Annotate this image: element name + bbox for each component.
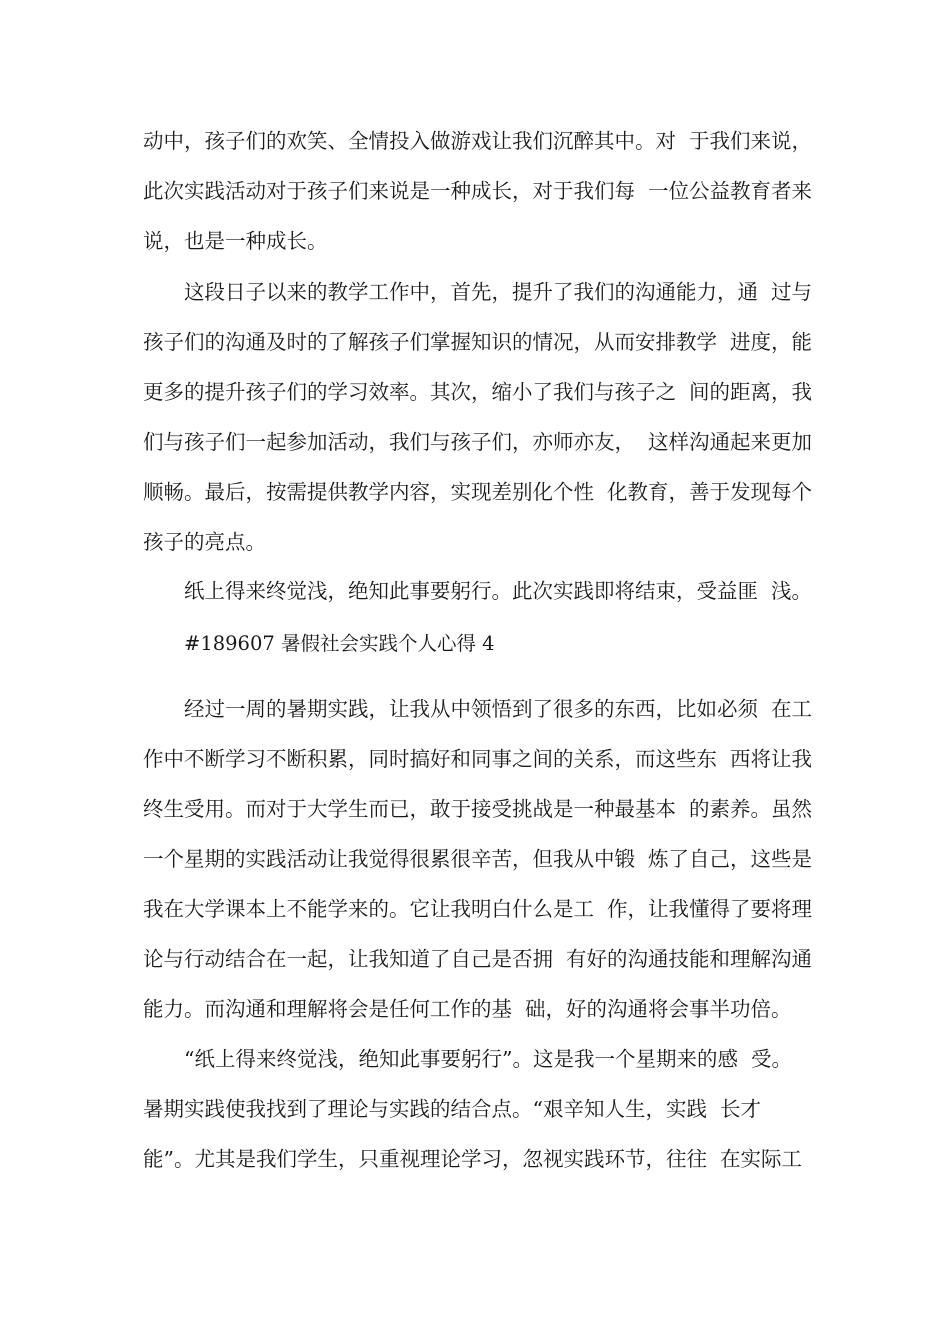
text-line: 论与行动结合在一起，让我知道了自己是否拥 有好的沟通技能和理解沟通: [143, 947, 813, 971]
text-line: 一个星期的实践活动让我觉得很累很辛苦，但我从中锻 炼了自己，这些是: [143, 847, 813, 871]
text-line: 暑期实践使我找到了理论与实践的结合点。“艰辛知人生，实践 长才: [143, 1097, 762, 1121]
text-line: 终生受用。而对于大学生而已，敢于接受挑战是一种最基本 的素养。虽然: [143, 797, 813, 821]
text-line: 纸上得来终觉浅，绝知此事要躬行。此次实践即将结束，受益匪 浅。: [184, 579, 813, 603]
section-heading: #189607 暑假社会实践个人心得 4: [184, 632, 495, 655]
text-line: 经过一周的暑期实践，让我从中领悟到了很多的东西，比如必须 在工: [184, 697, 813, 721]
text-line: 动中，孩子们的欢笑、全情投入做游戏让我们沉醉其中。对 于我们来说，: [143, 129, 813, 153]
text-line: 作中不断学习不断积累，同时搞好和同事之间的关系，而这些东 西将让我: [143, 747, 813, 771]
text-line: 更多的提升孩子们的学习效率。其次，缩小了我们与孩子之 间的距离，我: [143, 380, 813, 404]
text-line: 们与孩子们一起参加活动，我们与孩子们，亦师亦友， 这样沟通起来更加: [143, 430, 813, 454]
text-line: 这段日子以来的教学工作中，首先，提升了我们的沟通能力，通 过与: [184, 280, 813, 304]
text-line: 孩子的亮点。: [143, 530, 266, 554]
text-line: 能”。尤其是我们学生，只重视理论学习，忽视实践环节，往往 在实际工: [143, 1147, 803, 1171]
text-line: 顺畅。最后，按需提供教学内容，实现差别化个性 化教育，善于发现每个: [143, 480, 813, 504]
text-line: 说，也是一种成长。: [143, 229, 328, 253]
text-line: 能力。而沟通和理解将会是任何工作的基 础，好的沟通将会事半功倍。: [143, 997, 792, 1021]
text-line: 孩子们的沟通及时的了解孩子们掌握知识的情况，从而安排教学 进度，能: [143, 330, 813, 354]
text-line: 我在大学课本上不能学来的。它让我明白什么是工 作，让我懂得了要将理: [143, 897, 813, 921]
text-line: “纸上得来终觉浅，绝知此事要躬行”。这是我一个星期来的感 受。: [184, 1047, 792, 1071]
text-line: 此次实践活动对于孩子们来说是一种成长，对于我们每 一位公益教育者来: [143, 179, 813, 203]
